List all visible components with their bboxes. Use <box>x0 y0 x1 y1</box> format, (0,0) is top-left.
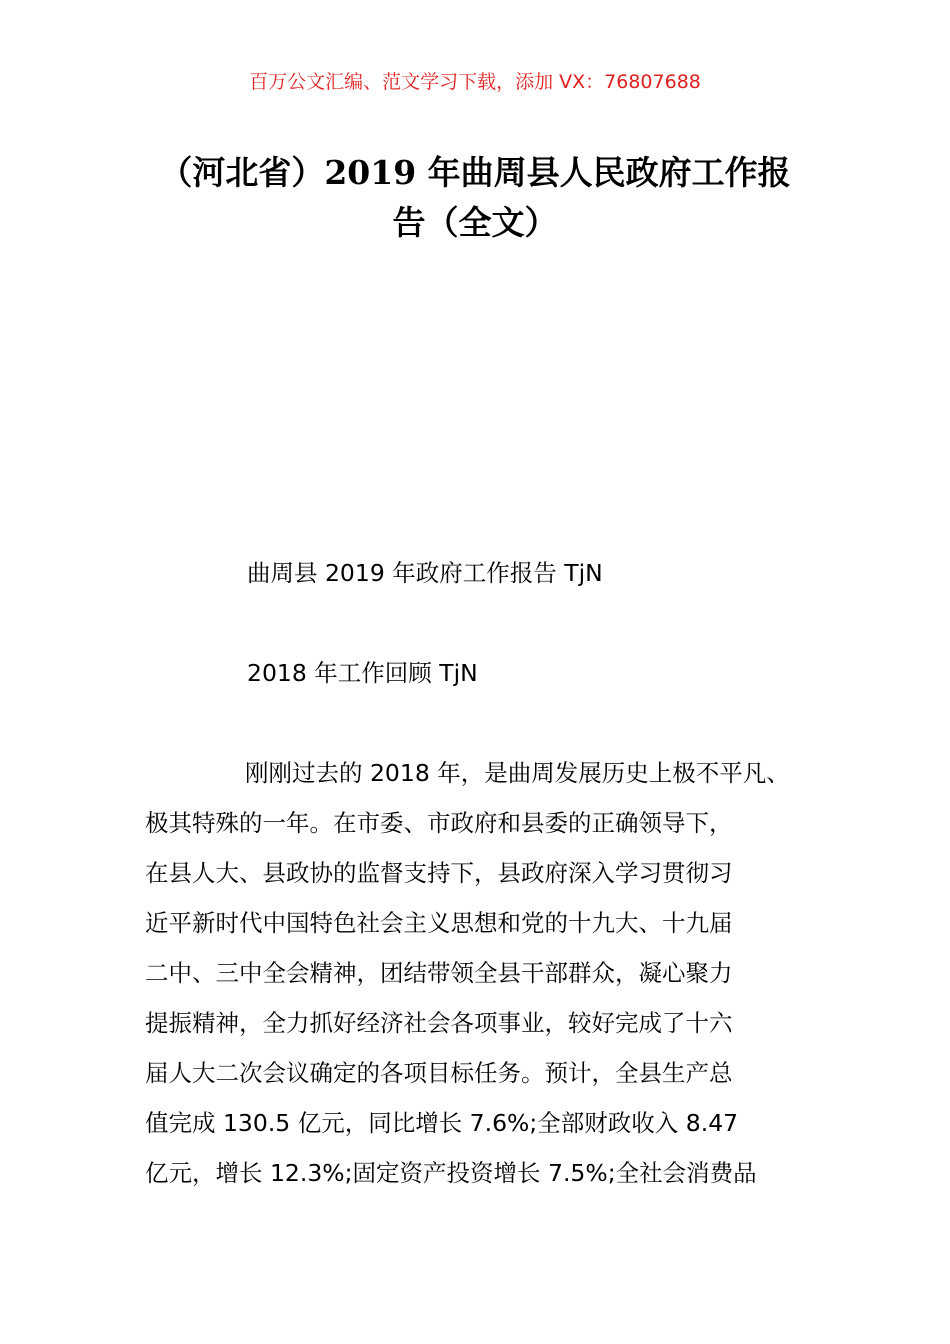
paragraph-line: 亿元，增长 12.3%;固定资产投资增长 7.5%;全社会消费品 <box>145 1159 757 1187</box>
paragraph-line: 值完成 130.5 亿元，同比增长 7.6%;全部财政收入 8.47 <box>145 1109 739 1137</box>
paragraph-line: 届人大二次会议确定的各项目标任务。预计，全县生产总 <box>145 1059 733 1087</box>
title-line-1: （河北省）2019 年曲周县人民政府工作报 <box>159 153 791 192</box>
subheading-report-title: 曲周县 2019 年政府工作报告 TjN <box>247 559 603 587</box>
document-title <box>150 148 800 248</box>
paragraph-line: 二中、三中全会精神，团结带领全县干部群众，凝心聚力 <box>145 959 733 987</box>
title-line-2: 告（全文） <box>392 203 558 242</box>
paragraph-line: 刚刚过去的 2018 年，是曲周发展历史上极不平凡、 <box>245 759 790 787</box>
paragraph-line: 近平新时代中国特色社会主义思想和党的十九大、十九届 <box>145 909 733 937</box>
paragraph-line: 在县人大、县政协的监督支持下，县政府深入学习贯彻习 <box>145 859 733 887</box>
paragraph-line: 提振精神，全力抓好经济社会各项事业，较好完成了十六 <box>145 1009 733 1037</box>
subheading-work-review: 2018 年工作回顾 TjN <box>247 659 478 687</box>
header-note: 百万公文汇编、范文学习下载，添加 VX：76807688 <box>249 71 701 93</box>
paragraph-line: 极其特殊的一年。在市委、市政府和县委的正确领导下， <box>145 809 733 837</box>
